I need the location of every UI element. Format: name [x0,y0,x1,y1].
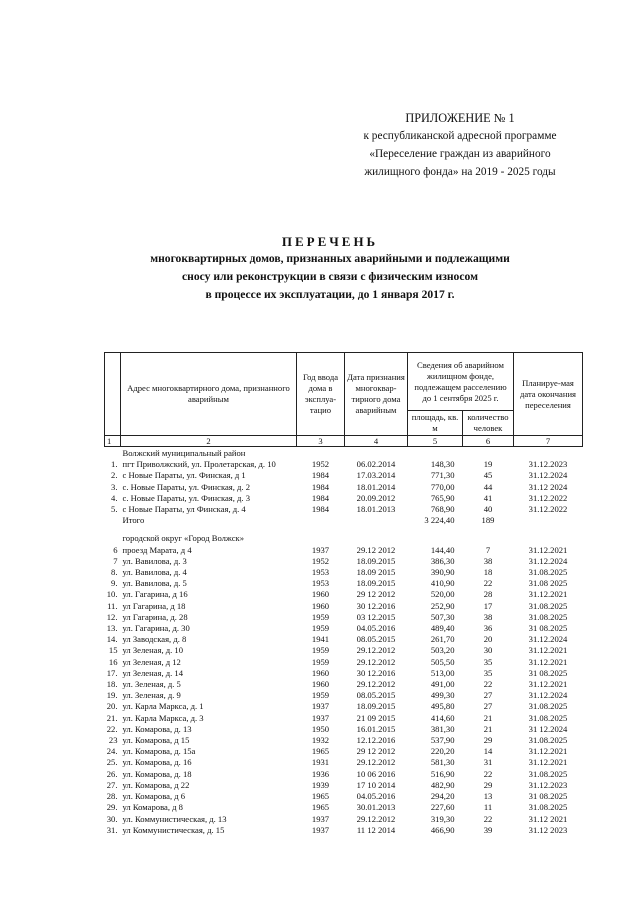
year-cell: 1960 [311,679,330,690]
people-cell: 22 [483,679,493,690]
address-cell: ул. Комарова, д 22 [122,779,190,790]
row-index: 7 [113,555,118,566]
table-row [105,825,583,836]
table-row [105,701,583,712]
section-title: Волжский муниципальный район [122,448,246,458]
table-row [105,482,583,493]
row-index: 12. [106,611,118,622]
area-cell: 386,30 [430,555,455,566]
col-number: 4 [345,436,408,447]
row-index: 27. [106,779,118,790]
row-index: 14. [106,634,118,645]
people-cell: 22 [483,578,493,589]
people-cell: 38 [483,555,493,566]
area-cell: 220,20 [430,746,455,757]
area-cell: 414,60 [430,712,455,723]
area-cell: 503,20 [430,645,455,656]
area-cell: 495,80 [430,701,455,712]
date-cell: 18.09.2015 [356,578,396,589]
row-index: 30. [106,813,118,824]
date-cell: 29.12 2012 [356,544,396,555]
people-cell: 35 [483,667,493,678]
year-cell: 1959 [311,690,330,701]
people-cell: 36 [483,623,493,634]
date-cell: 04.05.2016 [356,623,396,634]
col-number: 3 [297,436,345,447]
table-row [105,545,583,556]
planned-date-cell: 31.12.2021 [528,589,568,600]
row-index: 6 [113,544,118,555]
address-cell: ул. Вавилова, д. 4 [122,567,187,578]
planned-date-cell: 31.12.2021 [528,544,568,555]
people-cell: 29 [483,779,493,790]
planned-date-cell: 31.08.2025 [528,567,568,578]
year-cell: 1960 [311,600,330,611]
year-cell: 1937 [311,712,330,723]
table-row [105,567,583,578]
column-numbers-row [105,436,583,447]
planned-date-cell: 31.12.2024 [528,690,568,701]
people-cell: 45 [483,470,493,481]
date-cell: 17.03.2014 [356,470,396,481]
row-index: 5. [111,504,118,515]
date-cell: 29 12 2012 [356,589,396,600]
year-cell: 1950 [311,723,330,734]
year-cell: 1931 [311,757,330,768]
people-cell: 17 [483,600,493,611]
year-cell: 1959 [311,611,330,622]
date-cell: 30.01.2013 [356,802,396,813]
year-cell: 1965 [311,791,330,802]
title-heading: ПЕРЕЧЕНЬ [281,234,379,249]
area-cell: 491,00 [430,679,455,690]
title-line3: в процессе их эксплуатации, до 1 января 2017 г. [205,288,455,301]
planned-date-cell: 31.08.2025 [528,712,568,723]
planned-date-cell: 31.08.2025 [528,768,568,779]
planned-date-cell: 31.12 2024 [528,481,568,492]
row-index: 29. [106,802,118,813]
table-row [105,589,583,600]
area-cell: 144,40 [430,544,455,555]
appendix-line4: жилищного фонда» на 2019 - 2025 годы [364,166,556,178]
year-cell: 1953 [311,567,330,578]
date-cell: 11 12 2014 [356,824,396,835]
address-cell: ул. Вавилова, д. 3 [122,555,187,566]
table-row [105,735,583,746]
row-index: 18. [106,679,118,690]
area-cell: 294,20 [430,791,455,802]
year-cell: 1984 [311,504,330,515]
address-cell: ул. Зеленая, д. 5 [122,679,181,690]
year-cell: 1941 [311,634,330,645]
table-row [105,493,583,504]
people-cell: 39 [483,824,493,835]
date-cell: 18.01.2014 [356,481,396,492]
planned-date-cell: 31.08 2025 [528,578,568,589]
planned-date-cell: 31.12.2021 [528,645,568,656]
people-cell: 14 [483,746,493,757]
date-cell: 18.09.2015 [356,555,396,566]
planned-date-cell: 31 12.2024 [528,723,568,734]
planned-date-cell: 31.12.2021 [528,656,568,667]
total-row [105,515,583,526]
table-body [105,447,583,836]
table-row [105,713,583,724]
planned-date-cell: 31.12.2022 [528,504,568,515]
year-cell: 1984 [311,492,330,503]
date-cell: 16.01.2015 [356,723,396,734]
table-row [105,459,583,470]
date-cell: 03 12.2015 [356,611,396,622]
area-cell: 581,30 [430,757,455,768]
date-cell: 29.12.2012 [356,679,396,690]
address-cell: проезд Марата, д 4 [122,544,192,555]
address-cell: ул. Комарова, д 6 [122,791,186,802]
table-row [105,780,583,791]
table-row [105,504,583,515]
planned-date-cell: 31.12 2021 [528,813,568,824]
header-date: Дата признания многоквар-тирного дома аварийным [345,353,408,436]
table-row [105,556,583,567]
people-cell: 29 [483,735,493,746]
area-cell: 252,90 [430,600,455,611]
address-cell: ул Зеленая, д. 10 [122,645,184,656]
area-cell: 537,90 [430,735,455,746]
planned-date-cell: 31.12.2021 [528,679,568,690]
year-cell: 1932 [311,735,330,746]
year-cell: 1937 [311,701,330,712]
address-cell: ул. Комарова, д. 13 [122,723,192,734]
table-row [105,724,583,735]
row-index: 22. [106,723,118,734]
people-cell: 11 [483,802,493,813]
address-cell: ул Комарова, д 8 [122,802,183,813]
address-cell: ул. Комарова, д. 18 [122,768,192,779]
row-index: 25. [106,757,118,768]
table-row [105,791,583,802]
planned-date-cell: 31.12.2024 [528,634,568,645]
col-number: 5 [408,436,463,447]
area-cell: 768,90 [430,504,455,515]
header-address: Адрес многоквартирного дома, признанного аварийным [121,353,297,436]
planned-date-cell: 31.12.2024 [528,470,568,481]
area-cell: 261,70 [430,634,455,645]
year-cell: 1937 [311,813,330,824]
date-cell: 18.09.2015 [356,701,396,712]
planned-date-cell: 31.12.2021 [528,746,568,757]
date-cell: 30 12.2016 [356,667,396,678]
total-label: Итого [122,515,145,526]
planned-date-cell: 31.12.2022 [528,492,568,503]
date-cell: 20.09.2012 [356,492,396,503]
date-cell: 30 12.2016 [356,600,396,611]
table-row [105,578,583,589]
address-cell: ул. Вавилова, д. 5 [122,578,187,589]
address-cell: ул. Гагарина, д 16 [122,589,188,600]
appendix-line2: к республиканской адресной программе [363,130,557,142]
date-cell: 08.05.2015 [356,634,396,645]
total-area: 3 224,40 [424,515,455,526]
address-cell: ул Заводская, д. 8 [122,634,187,645]
col-number: 2 [121,436,297,447]
planned-date-cell: 31.08.2025 [528,802,568,813]
title-line1: многоквартирных домов, признанных аварийными и подлежащими [150,252,510,265]
row-index: 1. [111,459,118,470]
date-cell: 04.05.2016 [356,791,396,802]
col-number: 6 [463,436,514,447]
year-cell: 1937 [311,824,330,835]
date-cell: 29.12.2012 [356,757,396,768]
people-cell: 27 [483,690,493,701]
row-index: 31. [106,824,118,835]
row-index: 16 [108,656,118,667]
table-row [105,757,583,768]
table-row [105,802,583,813]
row-index: 24. [106,746,118,757]
area-cell: 381,30 [430,723,455,734]
row-index: 8. [111,567,118,578]
people-cell: 22 [483,813,493,824]
planned-date-cell: 31.12.2023 [528,459,568,470]
people-cell: 44 [483,481,493,492]
date-cell: 06.02.2014 [356,459,396,470]
year-cell: 1939 [311,779,330,790]
row-index: 23 [108,735,118,746]
people-cell: 28 [483,589,493,600]
address-cell: ул Гагарина, д 18 [122,600,186,611]
date-cell: 08.05.2015 [356,690,396,701]
address-cell: ул. Комарова, д 15 [122,735,190,746]
appendix-number: ПРИЛОЖЕНИЕ № 1 [405,111,515,125]
people-cell: 7 [485,544,491,555]
address-cell: ул Коммунистическая, д. 15 [122,824,225,835]
table-row [105,769,583,780]
date-cell: 18.09 2015 [356,567,396,578]
row-index: 21. [106,712,118,723]
area-cell: 520,00 [430,589,455,600]
col-number: 7 [514,436,583,447]
table-row [105,679,583,690]
address-cell: ул. Зеленая, д. 9 [122,690,181,701]
total-people: 189 [481,515,495,526]
row-index: 19. [106,690,118,701]
header-index [105,353,121,436]
title-line2: сносу или реконструкции в связи с физическим износом [182,270,478,283]
people-cell: 35 [483,656,493,667]
row-index: 20. [106,701,118,712]
date-cell: 21 09 2015 [356,712,396,723]
area-cell: 499,30 [430,690,455,701]
date-cell: 29.12.2012 [356,656,396,667]
address-cell: ул. Комарова, д. 16 [122,757,192,768]
planned-date-cell: 31.08.2025 [528,735,568,746]
area-cell: 466,90 [430,824,455,835]
section-row [105,447,583,460]
year-cell: 1965 [311,746,330,757]
year-cell: 1952 [311,555,330,566]
table-row [105,668,583,679]
address-cell: ул. Комарова, д. 15а [122,746,196,757]
document-title [100,233,560,304]
area-cell: 770,00 [430,481,455,492]
year-cell: 1937 [311,544,330,555]
date-cell: 29.12.2012 [356,645,396,656]
year-cell: 1953 [311,578,330,589]
year-cell: 1959 [311,645,330,656]
table-row [105,814,583,825]
date-cell: 29.12.2012 [356,813,396,824]
header-people: количество человек [463,411,514,436]
planned-date-cell: 31.08.2025 [528,600,568,611]
year-cell: 1959 [311,656,330,667]
people-cell: 30 [483,645,493,656]
table-row [105,746,583,757]
area-cell: 482,90 [430,779,455,790]
date-cell: 10 06 2016 [356,768,396,779]
address-cell: с. Новые Параты, ул. Финская, д. 2 [122,481,251,492]
area-cell: 227,60 [430,802,455,813]
year-cell: 1965 [311,802,330,813]
date-cell: 12.12.2016 [356,735,396,746]
row-index: 9. [111,578,118,589]
address-cell: пгт Приволжский, ул. Пролетарская, д. 10 [122,459,276,470]
area-cell: 390,90 [430,567,455,578]
table-row [105,612,583,623]
people-cell: 18 [483,567,493,578]
people-cell: 27 [483,701,493,712]
people-cell: 21 [483,723,493,734]
address-cell: ул. Карла Маркса, д. 1 [122,701,204,712]
year-cell: 1984 [311,481,330,492]
area-cell: 505,50 [430,656,455,667]
people-cell: 41 [483,492,493,503]
table-row [105,645,583,656]
address-cell: ул Гагарина, д. 28 [122,611,188,622]
row-index: 13. [106,623,118,634]
year-cell: 1959 [311,623,330,634]
people-cell: 31 [483,757,493,768]
row-index: 2. [111,470,118,481]
area-cell: 771,30 [430,470,455,481]
address-cell: ул Зеленая, д. 14 [122,667,184,678]
address-cell: ул. Карла Маркса, д. 3 [122,712,204,723]
planned-date-cell: 31.08.2025 [528,611,568,622]
address-cell: ул. Гагарина, д. 30 [122,623,190,634]
table-row [105,601,583,612]
address-cell: с. Новые Параты, ул. Финская, д. 3 [122,492,251,503]
address-cell: с Новые Параты, ул. Финская, д 1 [122,470,246,481]
planned-date-cell: 31.08.2025 [528,701,568,712]
col-number: 1 [105,436,121,447]
people-cell: 40 [483,504,493,515]
area-cell: 148,30 [430,459,455,470]
year-cell: 1960 [311,667,330,678]
header-year: Год ввода дома в эксплуа-тацио [297,353,345,436]
area-cell: 410,90 [430,578,455,589]
planned-date-cell: 31.12.2023 [528,779,568,790]
area-cell: 516,90 [430,768,455,779]
planned-date-cell: 31.12 2023 [528,824,568,835]
people-cell: 38 [483,611,493,622]
row-index: 26. [106,768,118,779]
row-index: 4. [111,492,118,503]
appendix-header [340,109,580,181]
header-planned: Планируе-мая дата окончания переселения [514,353,583,436]
row-index: 15 [108,645,118,656]
planned-date-cell: 31.12.2021 [528,757,568,768]
year-cell: 1936 [311,768,330,779]
table-header [105,353,583,447]
housing-table [104,352,583,836]
table-row [105,470,583,481]
row-index: 17. [106,667,118,678]
table-row [105,690,583,701]
row-index: 3. [111,481,118,492]
row-index: 28. [106,791,118,802]
people-cell: 19 [483,459,493,470]
year-cell: 1952 [311,459,330,470]
header-area: площадь, кв. м [408,411,463,436]
year-cell: 1960 [311,589,330,600]
year-cell: 1984 [311,470,330,481]
address-cell: ул. Коммунистическая, д. 13 [122,813,227,824]
people-cell: 22 [483,768,493,779]
section-row [105,532,583,544]
area-cell: 489,40 [430,623,455,634]
people-cell: 13 [483,791,493,802]
planned-date-cell: 31 08.2025 [528,667,568,678]
appendix-line3: «Переселение граждан из аварийного [369,148,551,160]
table-row [105,623,583,634]
planned-date-cell: 31 08.2025 [528,791,568,802]
people-cell: 21 [483,712,493,723]
planned-date-cell: 31.12.2024 [528,555,568,566]
planned-date-cell: 31 08.2025 [528,623,568,634]
date-cell: 17 10 2014 [356,779,396,790]
row-index: 11. [107,600,118,611]
area-cell: 319,30 [430,813,455,824]
area-cell: 507,30 [430,611,455,622]
area-cell: 513,00 [430,667,455,678]
row-index: 10. [106,589,118,600]
table-row [105,657,583,668]
people-cell: 20 [483,634,493,645]
date-cell: 29 12 2012 [356,746,396,757]
header-info: Сведения об аварийном жилищном фонде, подлежащем расселению до 1 сентября 2025 г. [408,353,514,411]
table-row [105,634,583,645]
address-cell: ул Зеленая, д 12 [122,656,181,667]
date-cell: 18.01.2013 [356,504,396,515]
address-cell: с Новые Параты, ул Финская, д. 4 [122,504,246,515]
area-cell: 765,90 [430,492,455,503]
section-title: городской округ «Город Волжск» [122,533,244,544]
